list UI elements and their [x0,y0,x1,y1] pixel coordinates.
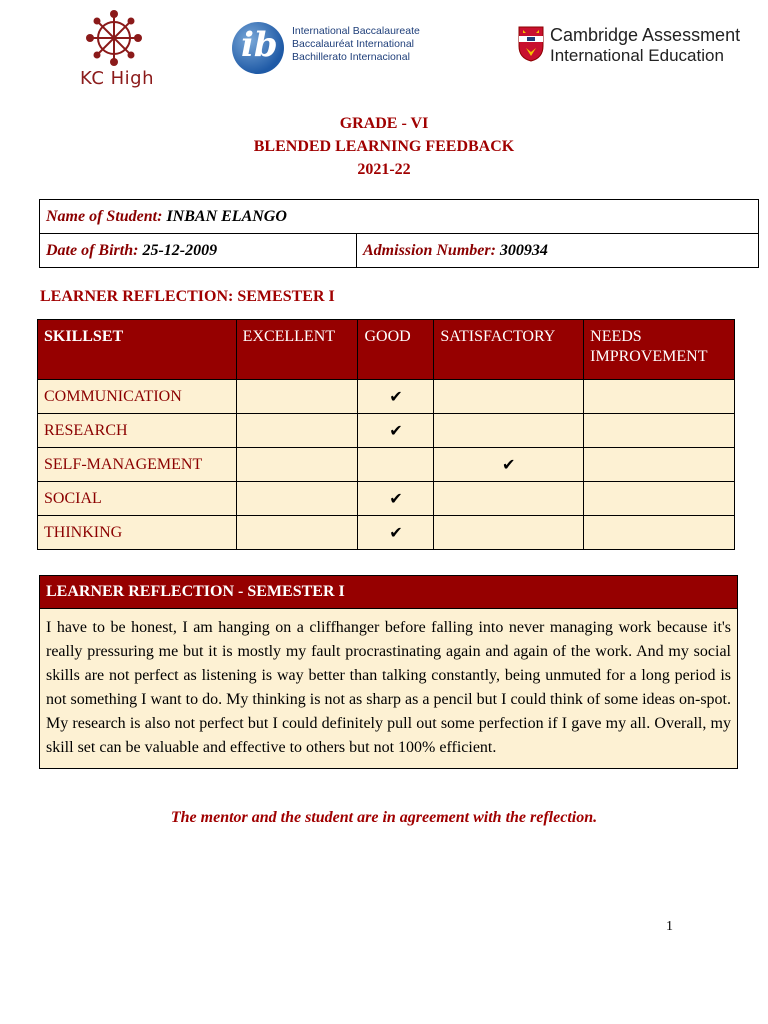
rating-cell [584,516,735,550]
check-mark-icon: ✔ [358,516,434,550]
rating-cell [434,414,584,448]
document-title: BLENDED LEARNING FEEDBACK [253,138,515,155]
table-row [38,482,735,516]
skill-name: THINKING [38,516,237,550]
admission-cell [357,234,759,268]
column-header-satisfactory: SATISFACTORY [434,320,584,380]
page-number: 1 [666,919,673,934]
ib-logo-line-1: International Baccalaureate [292,25,420,37]
admission-number: 300934 [499,241,548,259]
column-header-skillset: SKILLSET [38,320,237,380]
reflection-heading: LEARNER REFLECTION - SEMESTER I [40,576,737,608]
cambridge-shield-icon [518,26,544,62]
table-row [38,380,735,414]
dob-cell [40,234,357,268]
kc-high-logo [74,8,154,100]
skill-name: COMMUNICATION [38,380,237,414]
ib-logo-line-2: Baccalauréat International [292,38,414,50]
rating-cell [434,482,584,516]
student-name-label: Name of Student: [46,207,163,225]
table-row [38,414,735,448]
rating-cell [584,482,735,516]
kc-high-emblem-icon [74,8,154,68]
skills-section-heading: LEARNER REFLECTION: SEMESTER I [40,288,335,305]
rating-cell [584,414,735,448]
skills-table-header [38,320,735,380]
cambridge-logo [518,24,741,70]
rating-cell [434,380,584,414]
check-mark-icon: ✔ [358,482,434,516]
dob-label: Date of Birth: [46,241,139,259]
skill-name: SELF-MANAGEMENT [38,448,237,482]
student-info-table [39,199,759,268]
column-header-excellent: EXCELLENT [236,320,358,380]
skill-name: RESEARCH [38,414,237,448]
academic-year: 2021-22 [357,161,411,178]
kc-high-logo-text: KC High [80,68,154,89]
rating-cell [236,380,358,414]
skills-table [37,319,735,550]
table-row [38,448,735,482]
reflection-box [39,575,738,769]
mentor-agreement-note: The mentor and the student are in agreement with the reflection. [170,809,598,826]
cambridge-logo-line-1: Cambridge Assessment [550,25,741,45]
column-header-good: GOOD [358,320,434,380]
column-header-needs-improvement: NEEDS IMPROVEMENT [584,320,735,380]
ib-logo [232,22,452,74]
dob-value: 25-12-2009 [142,241,218,259]
check-mark-icon: ✔ [358,414,434,448]
document-title-block [0,112,768,181]
rating-cell [584,448,735,482]
rating-cell [584,380,735,414]
cambridge-logo-line-2: International Education [550,46,724,65]
skill-name: SOCIAL [38,482,237,516]
student-name: INBAN ELANGO [166,207,287,225]
check-mark-icon: ✔ [358,380,434,414]
table-row [38,516,735,550]
check-mark-icon: ✔ [434,448,584,482]
student-name-cell [40,200,759,234]
reflection-text: I have to be honest, I am hanging on a cliffhanger before falling into never managing work because it's really pressuring me but it is mostly my fault procrastinating again and again of the work. And my social skills are not perfect as listening is way better than talking constantly, being unmuted for a long period is not something I want to do. My thinking is not as sharp as a pencil but I could think of some ideas on-spot. My research is also not perfect but I could definitely pull out some perfection if I gave my all. Overall, my skill set can be valuable and effective to others but not 100% efficient. [40,608,737,768]
admission-label: Admission Number: [363,241,496,259]
rating-cell [434,516,584,550]
rating-cell [236,482,358,516]
ib-emblem-icon: ib [232,22,284,74]
rating-cell [358,448,434,482]
ib-logo-line-3: Bachillerato Internacional [292,51,410,63]
grade-title: GRADE - VI [339,115,429,132]
rating-cell [236,414,358,448]
rating-cell [236,448,358,482]
rating-cell [236,516,358,550]
